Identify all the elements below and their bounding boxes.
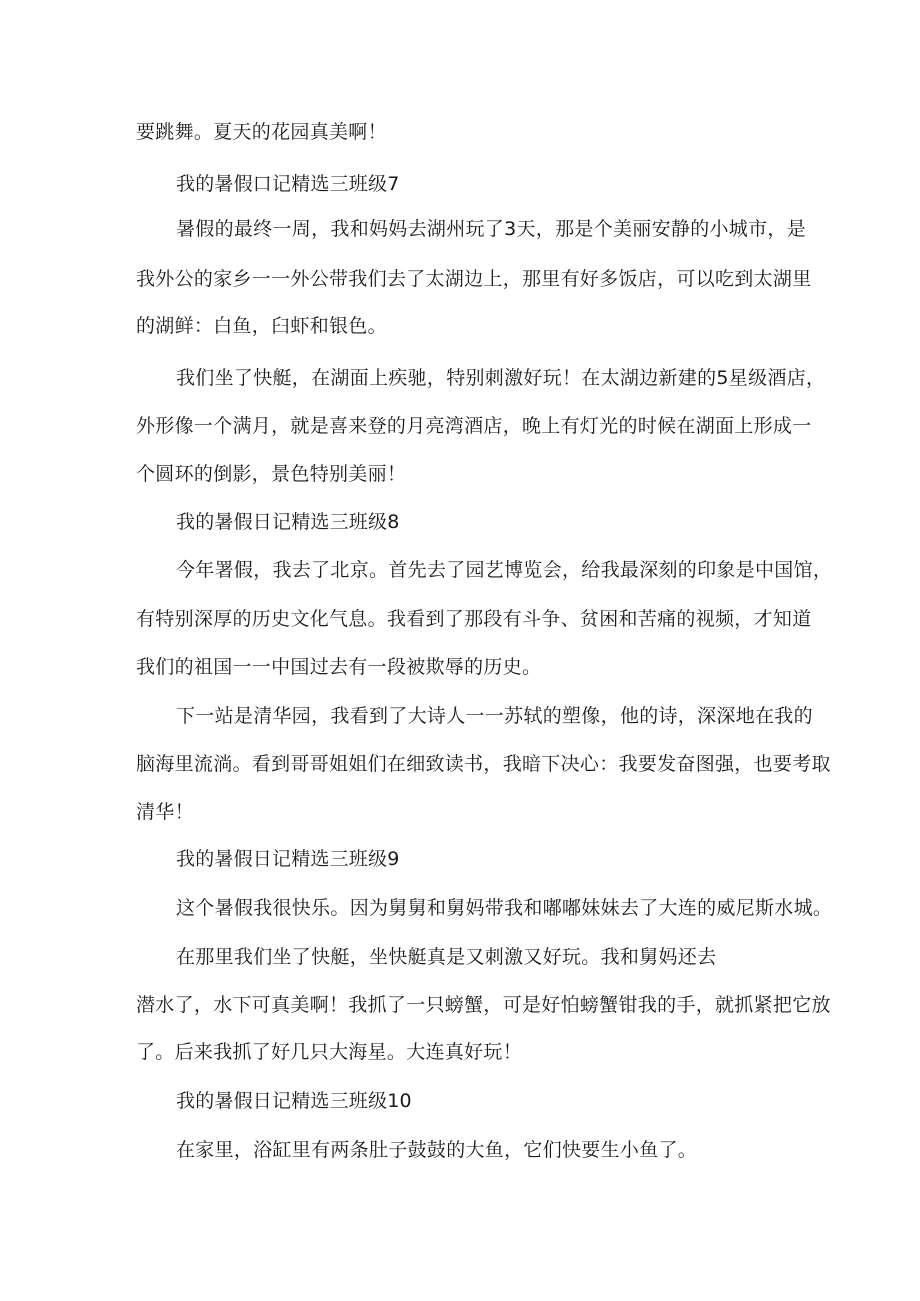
paragraph-line: 有特别深厚的历史文化气息。我看到了那段有斗争、贫困和苦痛的视频，才知道: [136, 608, 812, 630]
paragraph-line: 要跳舞。夏天的花园真美啊！: [136, 121, 387, 143]
paragraph-line: 我们坐了快艇，在湖面上疾驰，特别刺激好玩！在太湖边新建的5星级酒店，: [176, 367, 826, 389]
paragraph-line: 这个暑假我很快乐。因为舅舅和舅妈带我和嘟嘟妹妹去了大连的威尼斯水城。: [176, 897, 833, 919]
paragraph-line: 外形像一个满月，就是喜来登的月亮湾酒店，晚上有灯光的时候在湖面上形成一: [136, 415, 812, 437]
paragraph-line: 脑海里流淌。看到哥哥姐姐们在细致读书，我暗下决心：我要发奋图强，也要考取: [136, 753, 831, 775]
paragraph-line: 潜水了，水下可真美啊！我抓了一只螃蟹，可是好怕螃蟹钳我的手，就抓紧把它放: [136, 994, 831, 1016]
paragraph-line: 下一站是清华园，我看到了大诗人一一苏轼的塑像，他的诗，深深地在我的: [176, 705, 813, 727]
section-heading-10: 我的暑假日记精选三班级10: [176, 1090, 412, 1112]
paragraph-line: 我外公的家乡一一外公带我们去了太湖边上，那里有好多饭店，可以吃到太湖里: [136, 268, 812, 290]
section-heading-8: 我的暑假日记精选三班级8: [176, 511, 400, 533]
section-heading-9: 我的暑假日记精选三班级9: [176, 848, 400, 870]
section-heading-7: 我的暑假口记精选三班级7: [176, 173, 400, 195]
paragraph-line: 在那里我们坐了快艇，坐快艇真是又刺激又好玩。我和舅妈还去: [176, 946, 717, 968]
paragraph-line: 清华！: [136, 801, 194, 823]
paragraph-line: 了。后来我抓了好几只大海星。大连真好玩！: [136, 1041, 523, 1063]
paragraph-line: 今年署假，我去了北京。首先去了园艺博览会，给我最深刻的印象是中国馆，: [176, 559, 833, 581]
paragraph-line: 的湖鲜：白鱼，臼虾和银色。: [136, 315, 387, 337]
paragraph-line: 个圆环的倒影，景色特别美丽！: [136, 463, 407, 485]
paragraph-line: 我们的祖国一一中国过去有一段被欺辱的历史。: [136, 656, 542, 678]
paragraph-line: 在家里，浴缸里有两条肚子鼓鼓的大鱼，它们快要生小鱼了。: [176, 1139, 698, 1161]
paragraph-line: 暑假的最终一周，我和妈妈去湖州玩了3天，那是个美丽安静的小城市，是: [176, 218, 806, 240]
